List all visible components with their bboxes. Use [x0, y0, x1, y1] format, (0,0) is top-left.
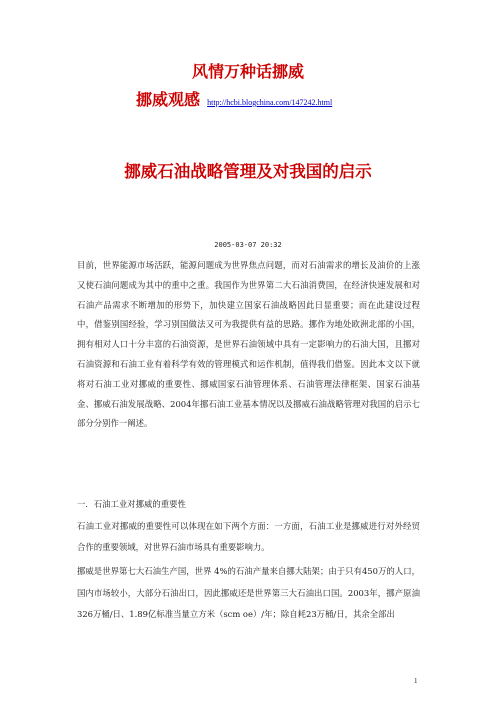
section-paragraph-2: 挪威是世界第七大石油生产国，世界 4%的石油产量来自挪大陆架；由于只有450万的人口，国内市场较小，大部分石油出口，因此挪威还是世界第三大石油出口国。2003年，挪产原油326万桶/日、1.89亿标准当量立方米（scm oe）/年；除自耗23万桶/日，其余全部出	[77, 566, 420, 619]
intro-paragraph: 目前，世界能源市场活跃，能源问题成为世界焦点问题，而对石油需求的增长及油价的上涨又使石油问题成为其中的重中之重。我国作为世界第二大石油消费国，在经济快速发展和对石油产品需求不断增加的形势下，加快建立国家石油战略因此日显重要；而在此建设过程中，借鉴别国经验，学习别国做法又可为我提供有益的思路。挪作为地处欧洲北部的小国，拥有相对人口十分丰富的石油资源，是世界石油领域中具有一定影响力的石油大国，且挪对石油资源和石油工业有着科学有效的管理模式和运作机制，值得我们借鉴。因此本文以下就将对石油工业对挪威的重要性、挪威国家石油管理体系、石油管理法律框架、国家石油基金、挪威石油发展战略、2004年挪石油工业基本情况以及挪威石油战略管理对我国的启示七部分分别作一阐述。	[77, 260, 420, 429]
section-heading: 一．石油工业对挪威的重要性	[77, 499, 186, 509]
timestamp: 2005-03-07 20:32	[214, 241, 282, 249]
source-link[interactable]: http://hcbi.blogchina.com/147242.html	[207, 98, 333, 107]
page-number: 1	[414, 677, 418, 685]
header-title: 风情万种话挪威	[191, 62, 304, 81]
section-paragraph-1: 石油工业对挪威的重要性可以体现在如下两个方面：一方面，石油工业是挪威进行对外经贸合作的重要领域，对世界石油市场具有重要影响力。	[77, 521, 420, 552]
header-subtitle: 挪威观感	[136, 90, 201, 109]
header-subtitle-line	[136, 90, 332, 110]
document-title: 挪威石油战略管理及对我国的启示	[124, 162, 372, 181]
